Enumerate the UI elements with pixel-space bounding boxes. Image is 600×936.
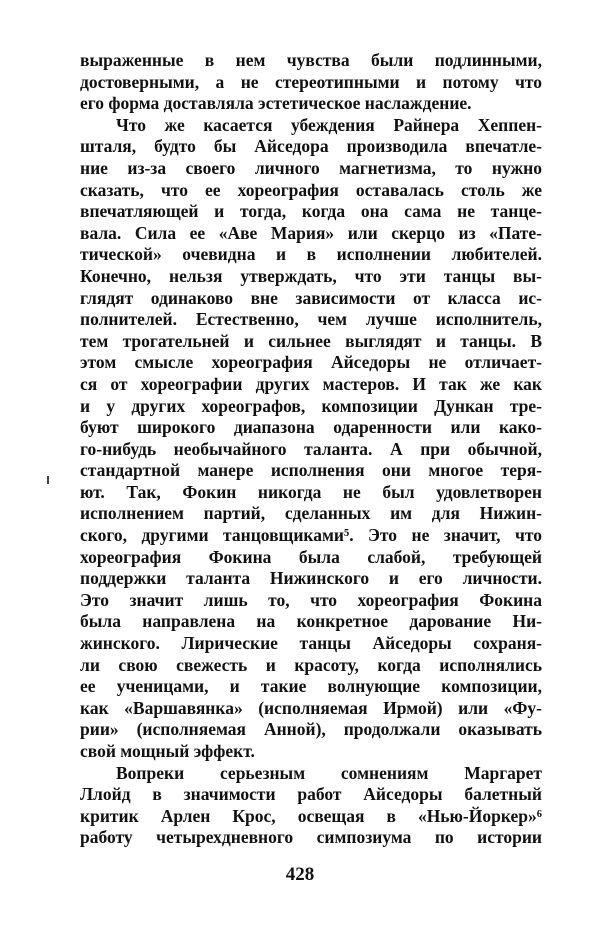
text-line: ние из-за своего личного магнетизма, то нужно — [80, 157, 542, 178]
text-line: вала. Сила ее «Аве Мария» или скерцо из «Пате- — [80, 222, 542, 243]
text-line: достоверными, а не стереотипными и потому что — [80, 71, 542, 92]
text-line: хореография Фокина была слабой, требующей — [80, 546, 542, 567]
text-line: тической» очевидна и в исполнении любителей. — [80, 244, 542, 265]
text-line: ее ученицами, и такие волнующие композиции, — [80, 676, 542, 697]
scan-speck — [47, 476, 49, 484]
text-line: этом смысле хореография Айседоры не отличает- — [80, 352, 542, 373]
text-line: Что же касается убеждения Райнера Хеппен- — [116, 114, 542, 135]
text-line: была направлена на конкретное дарование Ни- — [80, 611, 542, 632]
text-line: ют. Так, Фокин никогда не был удовлетворен — [80, 481, 542, 502]
text-line: свой мощный эффект. — [80, 741, 255, 761]
text-line: Конечно, нельзя утверждать, что эти танцы вы- — [80, 265, 542, 286]
text-line: критик Арлен Крос, освещая в «Нью-Йоркер»⁶ — [80, 805, 542, 826]
text-line: работу четырехдневного симпозиума по истории — [80, 827, 542, 848]
page-number: 428 — [285, 864, 315, 885]
text-line: впечатляющей и тогда, когда она сама не танце- — [80, 201, 542, 222]
text-line: рии» (исполняемая Анной), продолжали оказывать — [80, 719, 542, 740]
text-line: глядят одинаково вне зависимости от класса ис- — [80, 287, 542, 308]
text-line: и у других хореографов, композиции Дункан тре- — [80, 395, 542, 416]
text-line: тем трогательней и сильнее выглядят и танцы. В — [80, 330, 542, 351]
text-line: буют широкого диапазона одаренности или како- — [80, 417, 542, 438]
text-line: ли свою свежесть и красоту, когда исполнялись — [80, 654, 542, 675]
text-line: Это значит лишь то, что хореография Фокина — [80, 589, 542, 610]
text-line: Вопреки серьезным сомнениям Маргарет — [116, 762, 542, 783]
text-line: его форма доставляла эстетическое наслаждение. — [80, 93, 472, 114]
text-line: го-нибудь необычайного таланта. А при обычной, — [80, 438, 542, 459]
text-line: как «Варшавянка» (исполняемая Ирмой) или «Фу- — [80, 697, 542, 718]
body-text — [80, 50, 542, 849]
text-line: ского, другими танцовщиками⁵. Это не значит, что — [80, 525, 542, 546]
text-line: поддержки таланта Нижинского и его личности. — [80, 568, 542, 589]
text-line: ся от хореографии других мастеров. И так же как — [80, 373, 542, 394]
text-line: стандартной манере исполнения они многое теря- — [80, 460, 542, 481]
text-line: сказать, что ее хореография оставалась столь же — [80, 179, 542, 200]
text-line: жинского. Лирические танцы Айседоры сохраня- — [80, 633, 542, 654]
text-line: полнителей. Естественно, чем лучше исполнитель, — [80, 309, 542, 330]
text-line: шталя, будто бы Айседора производила впечатле- — [80, 136, 542, 157]
text-line: выраженные в нем чувства были подлинными, — [80, 50, 542, 70]
text-line: Ллойд в значимости работ Айседоры балетный — [80, 784, 542, 805]
text-line: исполнением партий, сделанных им для Нижин- — [80, 503, 542, 524]
